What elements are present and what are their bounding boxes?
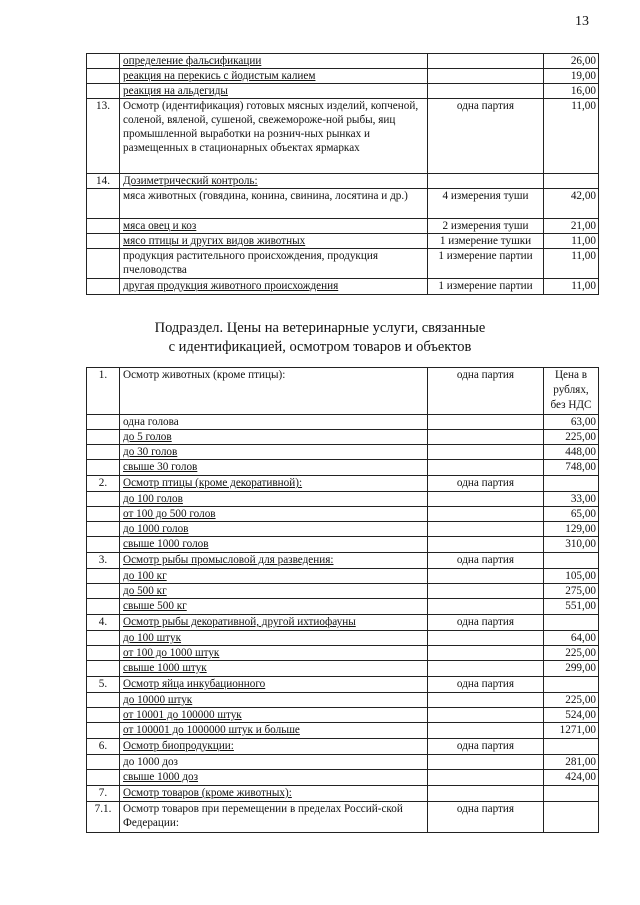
row-number [87,249,120,279]
row-name: реакция на альдегиды [120,84,428,99]
row-number: 7. [87,786,120,802]
table-header-row [87,368,599,415]
table-row [87,786,599,802]
table-row [87,445,599,460]
table-row [87,739,599,755]
row-unit [428,723,544,739]
table-row [87,174,599,189]
row-unit [428,445,544,460]
row-name: до 30 голов [120,445,428,460]
row-number: 1. [87,368,120,415]
row-price [544,677,599,693]
row-unit [428,770,544,786]
row-number [87,708,120,723]
row-unit [428,415,544,430]
row-name: определение фальсификации [120,54,428,69]
row-number [87,599,120,615]
row-price: 748,00 [544,460,599,476]
row-price: 524,00 [544,708,599,723]
row-number [87,279,120,295]
row-name: мяса овец и коз [120,219,428,234]
row-name: до 5 голов [120,430,428,445]
row-number [87,646,120,661]
row-unit: 1 измерение партии [428,279,544,295]
row-price: 11,00 [544,99,599,174]
row-number: 14. [87,174,120,189]
row-unit [428,430,544,445]
row-unit [428,507,544,522]
table-row [87,189,599,219]
table-row [87,249,599,279]
row-unit [428,69,544,84]
row-number [87,54,120,69]
row-name: Осмотр биопродукции: [120,739,428,755]
row-name: Осмотр рыбы промысловой для разведения: [120,553,428,569]
table-row [87,430,599,445]
row-price [544,739,599,755]
row-price: 448,00 [544,445,599,460]
row-price: 16,00 [544,84,599,99]
row-name: до 500 кг [120,584,428,599]
subsection-title-line2: с идентификацией, осмотром товаров и объектов [168,339,472,355]
row-number [87,723,120,739]
row-unit [428,599,544,615]
row-name: свыше 1000 штук [120,661,428,677]
row-unit [428,492,544,507]
row-price [544,174,599,189]
row-number [87,219,120,234]
row-name: свыше 500 кг [120,599,428,615]
row-price: 1271,00 [544,723,599,739]
row-unit: одна партия [428,553,544,569]
row-number [87,415,120,430]
row-number [87,430,120,445]
row-name: Дозиметрический контроль: [120,174,428,189]
row-price: 65,00 [544,507,599,522]
row-unit: 4 измерения туши [428,189,544,219]
table-row [87,677,599,693]
row-price: 105,00 [544,569,599,584]
row-number [87,234,120,249]
row-price: 42,00 [544,189,599,219]
row-name: свыше 1000 доз [120,770,428,786]
table-row [87,599,599,615]
row-unit: одна партия [428,476,544,492]
row-price: 64,00 [544,631,599,646]
row-name: до 100 голов [120,492,428,507]
row-name: одна голова [120,415,428,430]
table-row [87,99,599,174]
row-name: реакция на перекись с йодистым калием [120,69,428,84]
row-name: Осмотр рыбы декоративной, другой ихтиофауны [120,615,428,631]
row-price: 11,00 [544,279,599,295]
row-price: 424,00 [544,770,599,786]
row-number [87,584,120,599]
row-number [87,522,120,537]
row-price [544,615,599,631]
row-number [87,693,120,708]
row-name: Осмотр товаров при перемещении в пределах Россий-ской Федерации: [120,802,428,833]
row-unit [428,584,544,599]
row-unit [428,708,544,723]
row-name: мясо птицы и других видов животных [120,234,428,249]
row-price: 225,00 [544,693,599,708]
row-number [87,755,120,770]
row-number [87,460,120,476]
row-name: до 1000 голов [120,522,428,537]
row-unit: одна партия [428,99,544,174]
row-number [87,492,120,507]
table-row [87,507,599,522]
row-price: 21,00 [544,219,599,234]
row-unit: одна партия [428,368,544,415]
table-row [87,802,599,833]
row-name: Осмотр животных (кроме птицы): [120,368,428,415]
table-row [87,661,599,677]
row-unit [428,786,544,802]
table-row [87,84,599,99]
row-number [87,631,120,646]
row-unit: одна партия [428,802,544,833]
row-number [87,445,120,460]
row-number: 2. [87,476,120,492]
table-row [87,234,599,249]
row-name: до 10000 штук [120,693,428,708]
row-number: 6. [87,739,120,755]
row-price: 11,00 [544,249,599,279]
price-table-dosimetry [86,53,599,295]
row-name: другая продукция животного происхождения [120,279,428,295]
page-number: 13 [575,14,589,29]
row-price: 310,00 [544,537,599,553]
row-price: 299,00 [544,661,599,677]
table-row [87,553,599,569]
row-unit: 2 измерения туши [428,219,544,234]
row-unit: 1 измерение партии [428,249,544,279]
row-name: от 100001 до 1000000 штук и больше [120,723,428,739]
row-name: от 100 до 500 голов [120,507,428,522]
table-row [87,476,599,492]
row-unit [428,631,544,646]
row-name: Осмотр яйца инкубационного [120,677,428,693]
row-number [87,661,120,677]
table-row [87,492,599,507]
table-row [87,279,599,295]
row-unit [428,174,544,189]
row-price: 275,00 [544,584,599,599]
row-price [544,786,599,802]
row-price: 11,00 [544,234,599,249]
table-row [87,631,599,646]
row-price: 225,00 [544,430,599,445]
subsection-title [0,319,640,357]
row-number [87,569,120,584]
row-unit [428,54,544,69]
row-name: Осмотр товаров (кроме животных): [120,786,428,802]
row-number: 5. [87,677,120,693]
row-unit [428,460,544,476]
price-table-inspection [86,367,599,833]
subsection-title-line1: Подраздел. Цены на ветеринарные услуги, связанные [154,320,486,336]
row-number [87,537,120,553]
row-unit [428,646,544,661]
row-name: от 100 до 1000 штук [120,646,428,661]
table-row [87,54,599,69]
row-unit [428,569,544,584]
table-row [87,537,599,553]
table-row [87,615,599,631]
row-number [87,507,120,522]
row-unit [428,755,544,770]
row-number [87,84,120,99]
row-unit [428,84,544,99]
table-row [87,69,599,84]
row-price: 281,00 [544,755,599,770]
row-number: 3. [87,553,120,569]
table-row [87,646,599,661]
row-price [544,476,599,492]
table-row [87,415,599,430]
row-name: продукция растительного происхождения, продукция пчеловодства [120,249,428,279]
table-row [87,569,599,584]
price-column-header: Цена в рублях, без НДС [544,368,599,415]
table-row [87,522,599,537]
row-price [544,553,599,569]
row-unit: 1 измерение тушки [428,234,544,249]
table-row [87,755,599,770]
row-unit: одна партия [428,677,544,693]
row-price: 19,00 [544,69,599,84]
row-name: до 1000 доз [120,755,428,770]
row-name: свыше 1000 голов [120,537,428,553]
row-number [87,770,120,786]
row-number: 7.1. [87,802,120,833]
table-row [87,723,599,739]
row-name: Осмотр (идентификация) готовых мясных изделий, копченой, соленой, вяленой, сушеной, свежеморожe-ной рыбы, яиц промышленной выработки на рознич-ных рынках и размещенных в стационарных объектах ярмарках [120,99,428,174]
row-unit [428,693,544,708]
table-row [87,584,599,599]
row-price [544,802,599,833]
row-price: 551,00 [544,599,599,615]
row-price: 26,00 [544,54,599,69]
table-row [87,770,599,786]
row-unit: одна партия [428,739,544,755]
row-price: 225,00 [544,646,599,661]
row-unit: одна партия [428,615,544,631]
row-number [87,69,120,84]
row-unit [428,522,544,537]
row-name: до 100 кг [120,569,428,584]
row-name: от 10001 до 100000 штук [120,708,428,723]
table-row [87,708,599,723]
row-unit [428,661,544,677]
table-row [87,460,599,476]
row-name: свыше 30 голов [120,460,428,476]
table-row [87,693,599,708]
row-name: Осмотр птицы (кроме декоративной): [120,476,428,492]
row-name: мяса животных (говядина, конина, свинина, лосятина и др.) [120,189,428,219]
row-price: 63,00 [544,415,599,430]
row-unit [428,537,544,553]
row-number: 13. [87,99,120,174]
row-number [87,189,120,219]
row-name: до 100 штук [120,631,428,646]
row-number: 4. [87,615,120,631]
row-price: 129,00 [544,522,599,537]
table-row [87,219,599,234]
row-price: 33,00 [544,492,599,507]
